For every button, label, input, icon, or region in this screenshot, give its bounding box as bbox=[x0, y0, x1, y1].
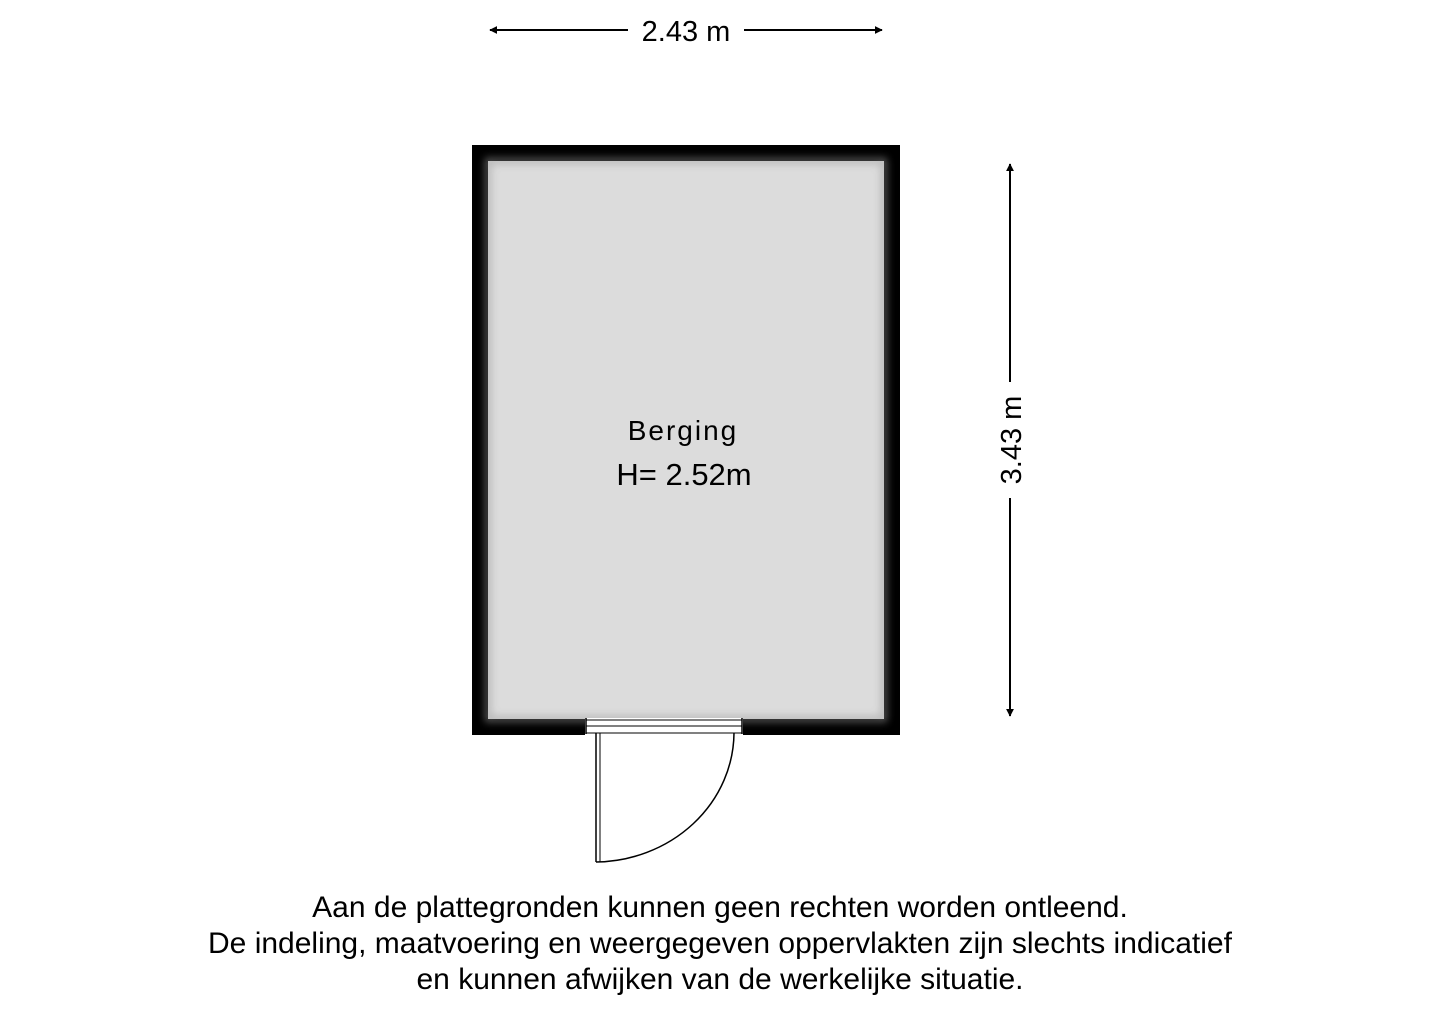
disclaimer-line: De indeling, maatvoering en weergegeven oppervlakten zijn slechts indicatief bbox=[208, 927, 1232, 960]
room-name: Berging bbox=[627, 415, 739, 446]
width-dimension-label: 2.43 m bbox=[641, 16, 731, 48]
depth-dimension-label: 3.43 m bbox=[996, 395, 1028, 485]
door-swing-arc bbox=[596, 733, 734, 862]
width-dimension bbox=[490, 16, 882, 48]
depth-dimension bbox=[996, 164, 1028, 716]
room-height: H= 2.52m bbox=[616, 457, 752, 492]
disclaimer-line: Aan de plattegronden kunnen geen rechten worden ontleend. bbox=[312, 891, 1128, 924]
room-berging bbox=[472, 145, 900, 735]
door bbox=[585, 718, 743, 862]
disclaimer bbox=[0, 890, 1440, 998]
disclaimer-line: en kunnen afwijken van de werkelijke situatie. bbox=[416, 963, 1024, 996]
